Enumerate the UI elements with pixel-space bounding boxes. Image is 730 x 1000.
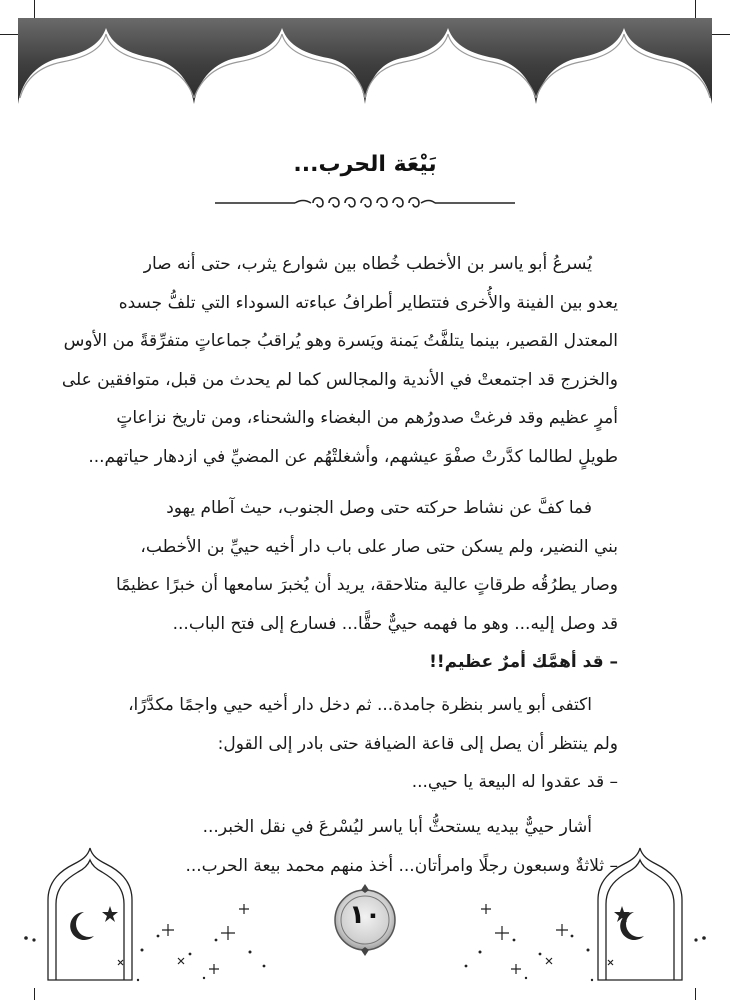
paragraph-line: يعدو بين الفينة والأُخرى فتتطاير أطرافُ عباءته السوداء التي تلفُّ جسده [118,292,618,313]
footer-right-ornament [452,840,712,990]
paragraph-line: فما كفَّ عن نشاط حركته حتى وصل الجنوب، حيث آطام يهود [166,498,592,518]
paragraph-line: اكتفى أبو ياسر بنظرة جامدة... ثم دخل دار أخيه حيي واجمًا مكدَّرًا، [128,695,592,715]
chapter-title: بَيْعَة الحرب... [293,152,437,177]
title-divider-ornament [215,188,515,218]
paragraph-line: يُسرعُ أبو ياسر بن الأخطب خُطاه بين شوارع يثرب، حتى أنه صار [143,254,592,274]
paragraph-line: أمرٍ عظيم وقد فرغتْ صدورُهم من البغضاء والشحناء، ومن تاريخ نزاعاتٍ [116,408,618,428]
dialogue-line-2: – قد عقدوا له البيعة يا حيي... [411,772,618,792]
paragraph-line: والخزرج قد اجتمعتْ في الأندية والمجالس كما لم يحدث من قبل، متوافقين على [61,369,618,390]
crop-mark-top-right-v [695,0,696,18]
paragraph-1 [61,245,618,476]
arched-header-ornament [18,18,712,114]
paragraph-line: ولم ينتظر أن يصل إلى قاعة الضيافة حتى بادر إلى القول: [217,733,618,754]
chapter-title-area [0,152,730,177]
paragraph-line: أشار حييٌّ بيديه يستحثُّ أبا ياسر ليُسْرعَ في نقل الخبر... [202,817,592,837]
crop-mark-top-right [710,34,730,35]
paragraph-line: بني النضير، ولم يسكن حتى صار على باب دار أخيه حييِّ بن الأخطب، [140,536,618,557]
paragraph-line: قد وصل إليه... وهو ما فهمه حييٌّ حقًّا... فسارع إلى فتح الباب... [172,613,618,634]
crop-mark-top-left [0,34,20,35]
crop-mark-top-left-v [34,0,35,18]
footer-left-ornament [18,840,278,990]
paragraph-2 [106,489,618,682]
paragraph-line: وصار يطرُقُه طرقاتٍ عالية متلاحقة، يريد أن يُخبرَ سامعها أن خبرًا عظيمًا [116,575,618,595]
dialogue-line-1: – قد أهمَّك أمرٌ عظيم!! [429,652,618,672]
paragraph-line: طويلٍ لطالما كدَّرتْ صفْوَ عيشهم، وأشغلتْهُم عن المضيِّ في ازدهار حياتهم... [88,446,618,467]
dialogue-line-3: – ثلاثةٌ وسبعون رجلًا وامرأتان... أخذ منهم محمد بيعة الحرب... [185,855,618,876]
paragraph-line: المعتدل القصير، بينما يتلفَّتُ يَمنة ويَسرة وهو يُراقبُ جماعاتٍ متفرِّقةً من الأوس [63,331,618,351]
paragraph-3 [106,686,618,802]
page-number: ١٠ [349,900,381,930]
